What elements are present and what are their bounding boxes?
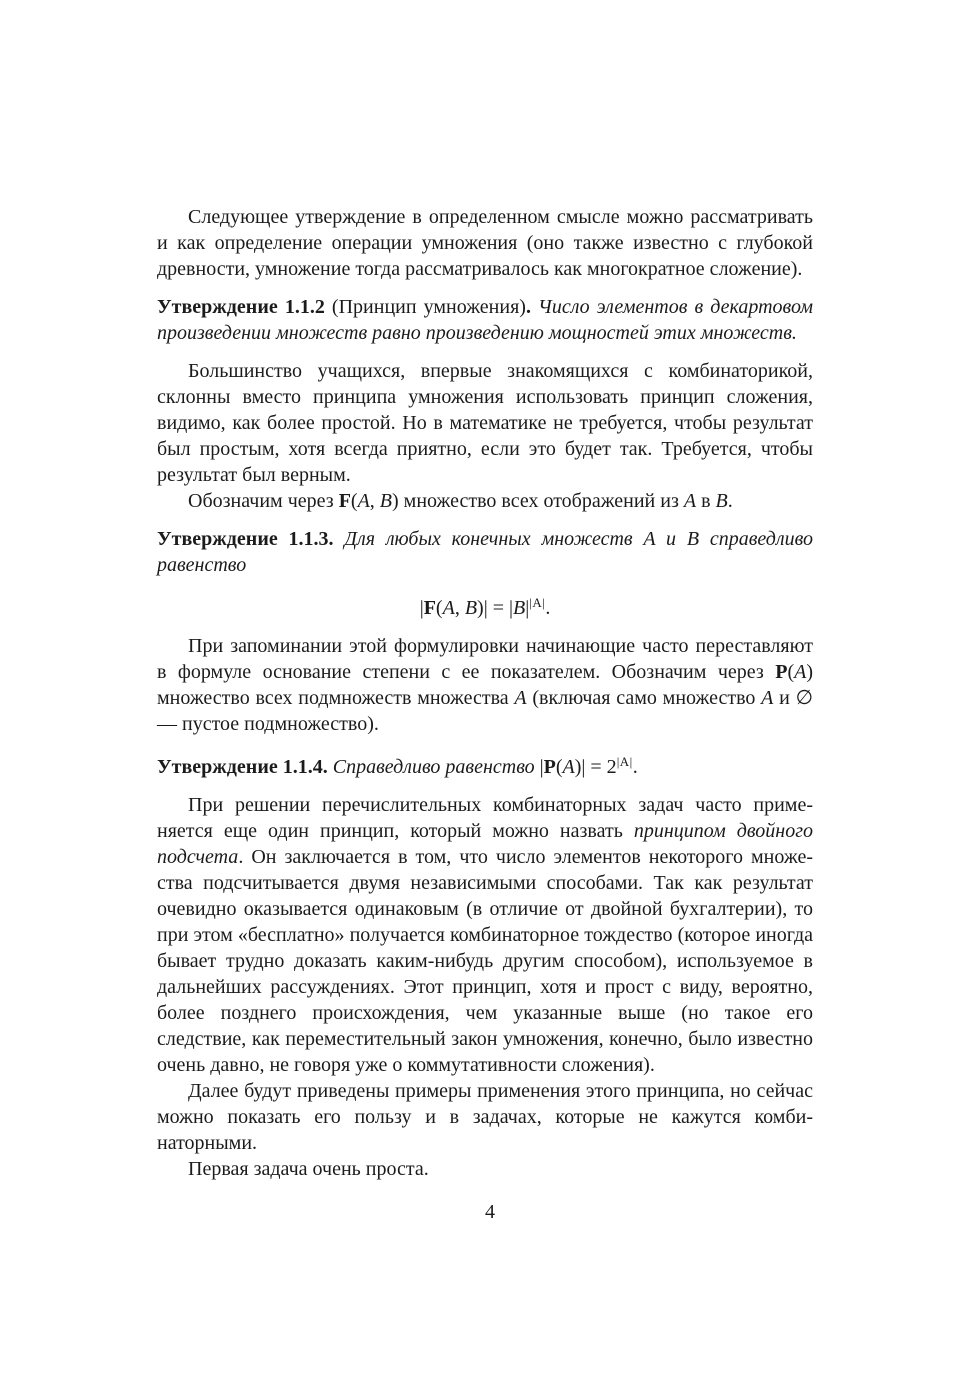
- paragraph-powerset-notation: При запоминании этой формулировки начинающие часто переставляют в формуле основание степени с ее показателем. Обозначим через P(A) множество всех подмножеств множества A (включая само множество A и ∅ — пустое подмножество).: [157, 635, 814, 735]
- statement-1-1-2: Утверждение 1.1.2 (Принцип умножения). Число элементов в декартовом произведении множеств равно произведению мощностей этих множеств.: [157, 296, 813, 344]
- statement-1-1-4: Утверждение 1.1.4. Справедливо равенство $|P(A)| = 2^{|A|}$.: [157, 754, 638, 778]
- paragraph-first-task: Первая задача очень проста.: [188, 1158, 429, 1180]
- paragraph-double-counting: При решении перечислительных комбинаторных задач часто применяется еще один принцип, который можно назвать принципом двойного подсчета. Он заключается в том, что число элементов некоторого множества подсчитывается двумя независимыми способами. Так как результат очевидно оказывается одинаковым (в отличие от двойной бухгалтерии), то при этом «бесплатно» получается комбинаторное тождество (которое иногда бывает трудно доказать каким-нибудь другим способом), используемое в дальнейших рассуждениях. Этот принцип, хотя и прост с виду, вероятно, более позднего происхождения, чем указанные выше (но такое его следствие, как переместительный закон умножения, конечно, было известно очень давно, не говоря уже о коммутативности сложения).: [157, 794, 813, 1076]
- paragraph-multiplication-intro: Следующее утверждение в определенном смысле можно рассматривать и как определение операции умножения (оно также известно с глубокой древности, умножение тогда рассматривалось как многократное сложение).: [157, 206, 813, 280]
- text-column: [157, 204, 813, 1182]
- statement-1-1-3: Утверждение 1.1.3. Для любых конечных множеств A и B справедливо равенство: [157, 528, 814, 576]
- paragraph-students-addition: Большинство учащихся, впервые знакомящихся с комбинаторикой, склонны вместо принципа умножения использовать принцип сложения, видимо, как более простой. Но в математике не требуется, чтобы результат был простым, хотя всегда приятно, если это будет так. Требуется, чтобы результат был верным.: [157, 360, 813, 486]
- paragraph-notation-mappings: Обозначим через F(A, B) множество всех отображений из A в B.: [188, 490, 733, 512]
- formula-mappings-count: |F(A, $B)| = |B|^{|A|}$.: [419, 595, 551, 619]
- paragraph-examples-ahead: Далее будут приведены примеры применения этого принципа, но сейчас можно показать его пользу и в задачах, которые не кажутся комбинаторными.: [157, 1080, 813, 1154]
- page-number: 4: [485, 1201, 495, 1223]
